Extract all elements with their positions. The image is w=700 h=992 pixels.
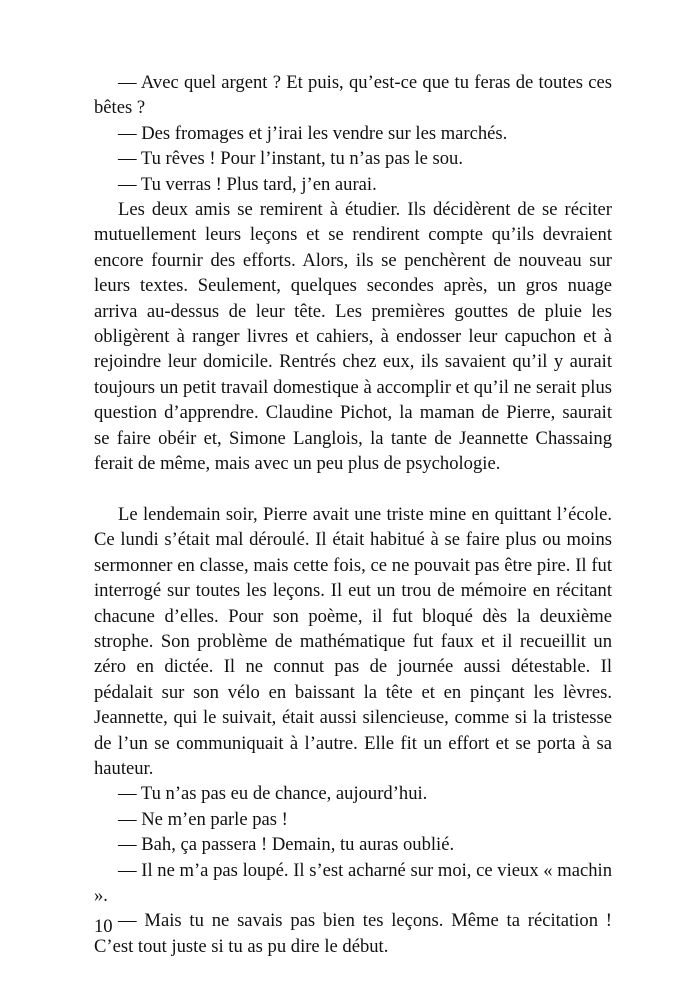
page-body — [94, 70, 612, 959]
dialogue-line: — Bah, ça passera ! Demain, tu auras oublié. — [118, 834, 455, 856]
dialogue-line: — Tu verras ! Plus tard, j’en aurai. — [118, 173, 377, 195]
dialogue-line: — Tu rêves ! Pour l’instant, tu n’as pas le sou. — [118, 148, 464, 170]
narrative-paragraph: Le lendemain soir, Pierre avait une triste mine en quittant l’école. Ce lundi s’était mal déroulé. Il était habitué à se faire plus ou moins sermonner en classe, mais cette fois, ce ne pouvait pas être pire. Il fut interrogé sur toutes les leçons. Il eut un trou de mémoire en récitant chacune d’elles. Pour son poème, il fut bloqué dès la deuxième strophe. Son problème de mathématique fut faux et il recueillit un zéro en dictée. Il ne connut pas de journée aussi détestable. Il pédalait sur son vélo en baissant la tête et en pinçant les lèvres. Jeannette, qui le suivait, était aussi silencieuse, comme si la tristesse de l’un se communiquait à l’autre. Elle fit un effort et se porta à sa hauteur. — [94, 503, 612, 779]
section-break — [94, 477, 612, 502]
dialogue-line: — Ne m’en parle pas ! — [118, 808, 288, 830]
dialogue-line: — Il ne m’a pas loupé. Il s’est acharné sur moi, ce vieux « machin ». — [94, 859, 612, 906]
dialogue-line: — Des fromages et j’irai les vendre sur les marchés. — [118, 122, 508, 144]
dialogue-line: — Mais tu ne savais pas bien tes leçons. Même ta récitation ! C’est tout juste si tu as pu dire le début. — [94, 910, 612, 957]
dialogue-line: — Tu n’as pas eu de chance, aujourd’hui. — [118, 783, 428, 805]
dialogue-line: — Avec quel argent ? Et puis, qu’est-ce que tu feras de toutes ces bêtes ? — [94, 72, 612, 119]
narrative-paragraph: Les deux amis se remirent à étudier. Ils décidèrent de se réciter mutuellement leurs leçons et se rendirent compte qu’ils devraient encore fournir des efforts. Alors, ils se penchèrent de nouveau sur leurs textes. Seulement, quelques secondes après, un gros nuage arriva au-dessus de leur tête. Les premières gouttes de pluie les obligèrent à ranger livres et cahiers, à endosser leur capuchon et à rejoindre leur domicile. Rentrés chez eux, ils savaient qu’il y aurait toujours un petit travail domestique à accomplir et qu’il ne serait plus question d’apprendre. Claudine Pichot, la maman de Pierre, saurait se faire obéir et, Simone Langlois, la tante de Jeannette Chassaing ferait de même, mais avec un peu plus de psychologie. — [94, 199, 612, 475]
page-number: 10 — [94, 916, 113, 937]
